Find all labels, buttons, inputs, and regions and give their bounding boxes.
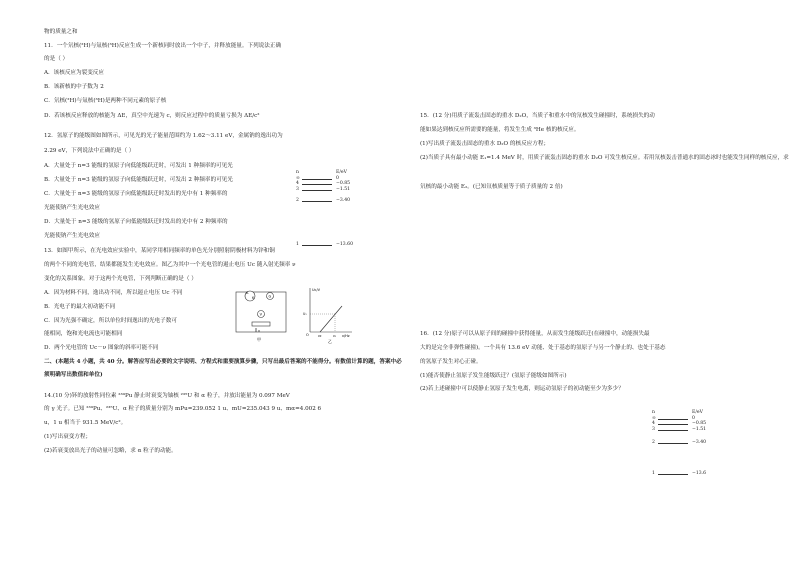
energy-level-diagram-q12 (296, 170, 366, 250)
level-line (302, 179, 332, 180)
level-line (302, 245, 332, 246)
text-line: 大的是完全非弹性碰撞)。一个具有 13.6 eV 动能、处于基态的氢原子与另一个静止的、也处于基态 (420, 345, 666, 351)
section-heading: 须明确写出数值和单位) (44, 372, 103, 378)
text-line: A．该核反应为裂变反应 (44, 70, 104, 76)
text-line: 的 γ 光子。已知 ²³⁹Pu、²³⁵U、α 粒子的质量分别为 mPu=239.052 1 u、mU=235.043 9 u、mα=4.002 6 (44, 406, 322, 412)
text-line: u，1 u 相当于 931.5 MeV/c²。 (44, 420, 127, 426)
level-energy: −0.85 (692, 421, 707, 426)
y-axis-label: Uc/V (312, 288, 321, 292)
text-line: 光能使钠产生光电效应 (44, 233, 100, 239)
x-axis-label: ν/Hz (342, 334, 350, 338)
level-line (658, 430, 688, 431)
level-n: 3 (296, 187, 299, 192)
level-line (658, 443, 688, 444)
text-line: (2)若上述碰撞中可以使静止氢原子发生电离，则运动氢原子的初动能至少为多少？ (420, 386, 624, 392)
text-line: A．因为材料不同，逸出功不同，所以遏止电压 Uc 不同 (44, 290, 183, 296)
level-energy: −3.40 (336, 198, 351, 203)
level-energy: −3.40 (692, 440, 707, 445)
text-line: 变化的关系图象。对于这两个光电管，下列判断正确的是（ ） (44, 276, 197, 282)
level-energy: −13.6 (692, 471, 707, 476)
text-line: 氘核的最小动能 E₂。(已知氘核质量等于质子质量的 2 倍) (420, 184, 563, 190)
level-n: 4 (652, 421, 655, 426)
level-n: 1 (296, 242, 299, 247)
level-energy: −1.51 (336, 187, 351, 192)
text-line: B．该新核的中子数为 2 (44, 84, 104, 90)
level-line (302, 190, 332, 191)
level-energy: 0 (692, 416, 695, 421)
text-line: (1)写出质子流轰击固态的重水 D₂O 的核反应方程； (420, 141, 550, 147)
axis-label-n: n (296, 170, 299, 175)
text-line: 16．(12 分)原子可以从原子间的碰撞中获得能量，从而发生能级跃迁(在碰撞中，动能损失最 (420, 331, 650, 337)
text-line: (2)若衰变放出光子的动量可忽略，求 α 粒子的动能。 (44, 448, 177, 454)
text-line: B．大量处于 n=3 能级的氢原子向低能级跃迁时，可发出 2 种频率的可见光 (44, 177, 233, 183)
nu1-label: ν₁ (333, 334, 337, 338)
text-line: (1)能否使静止氢原子发生能级跃迁？(氢原子能级如图所示) (420, 373, 567, 379)
cathode-label: K (252, 296, 255, 300)
level-n: 1 (652, 471, 655, 476)
section-heading: 二、(本题共 4 小题，共 40 分。解答应写出必要的文字说明、方程式和重要演算步骤，只写出最后答案的不能得分。有数值计算的题，答案中必 (44, 359, 402, 365)
text-line: 的两个不同的光电管，结果都能发生光电效应。图乙为其中一个光电管的遏止电压 Uc 随入射光频率 ν (44, 262, 296, 268)
text-line: A．大量处于 n=3 能级的氢原子向低能级跃迁时，可发出 1 种频率的可见光 (44, 163, 233, 169)
level-line (302, 201, 332, 202)
text-line: 15．(12 分)用质子流轰击固态的重水 D₂O，当质子和重水中的氘核发生碰撞时，系统损失的动 (420, 113, 655, 119)
text-line: C．因为光强不确定，所以单位时间逸出的光电子数可 (44, 318, 177, 324)
text-line: D．大量处于 n=3 能级的氢原子向低能级跃迁时发出的光中有 2 种频率的 (44, 219, 228, 225)
text-line: 13．如图甲所示，在光电效应实验中，某同学用相同频率的单色光分别照射阴极材料为锌和铜 (44, 248, 275, 254)
text-line: (1)写出衰变方程； (44, 434, 92, 440)
text-line: 12．氢原子的能级图如图所示，可见光的光子能量范围约为 1.62～3.11 eV，金属钠的逸出功为 (44, 133, 283, 139)
figure-caption: 甲 (257, 337, 261, 342)
level-n: 2 (296, 198, 299, 203)
level-n: 2 (652, 440, 655, 445)
level-n: ∞ (296, 176, 300, 181)
text-line: 2.29 eV，下列说法中正确的是（ ） (44, 148, 135, 154)
text-line: (2)当质子具有最小动能 E₁=1.4 MeV 时，用质子流轰击固态的重水 D₂O 可发生核反应。若用氘核轰击普通水的固态冰时也能发生同样的核反应，求 (420, 155, 789, 161)
figure-caption: 乙 (328, 339, 332, 344)
photoelectric-circuit-figure (232, 286, 292, 344)
text-line: C．氘核(²H)与氚核(³H)是两种不同元素的原子核 (44, 98, 167, 104)
text-line: 能如果达到核反应所需要的能量，将发生生成 ³He 核的核反应。 (420, 127, 580, 133)
level-n: 4 (296, 181, 299, 186)
level-n: ∞ (652, 416, 656, 421)
level-energy: −1.51 (692, 427, 707, 432)
text-line: D．若该核反应释放的核能为 ΔE，真空中光速为 c，则反应过程中的质量亏损为 ΔE/c² (44, 113, 260, 119)
axis-label-energy: E/eV (692, 410, 703, 415)
uc-line (320, 306, 342, 332)
energy-level-diagram-q16 (652, 410, 722, 480)
level-n: 3 (652, 427, 655, 432)
level-line (658, 419, 688, 420)
text-line: 11．一个氘核(²H)与氚核(³H)反应生成一个新核同时放出一个中子，并释放能量。下列说法正确 (44, 43, 282, 49)
text-line: 物的质量之和 (44, 29, 78, 35)
u1-label: U₁ (303, 312, 307, 316)
cutoff-frequency-label: νc (318, 334, 322, 338)
level-line (658, 474, 688, 475)
anode-label: A (246, 291, 249, 295)
stopping-voltage-graph (302, 284, 354, 344)
level-line (658, 424, 688, 425)
text-line: D．两个光电管的 Uc－ν 图象的斜率可能不同 (44, 345, 159, 351)
voltmeter-label: V (259, 312, 263, 317)
galvanometer-label: G (268, 294, 272, 299)
origin-label: O (306, 333, 309, 337)
text-line: 光能使钠产生光电效应 (44, 205, 100, 211)
text-line: 14.(10 分)钚的放射性同位素 ²³⁹Pu 静止时衰变为铀核 ²³⁵U 和 α 粒子，并放出能量为 0.097 MeV (44, 393, 290, 399)
text-line: 能相同，饱和光电流也可能相同 (44, 331, 123, 337)
text-line: 的是（ ） (44, 56, 69, 62)
level-energy: 0 (336, 176, 339, 181)
text-line: B．光电子的最大初动能不同 (44, 304, 116, 310)
level-line (302, 184, 332, 185)
level-energy: −0.85 (336, 181, 351, 186)
rheostat (252, 322, 270, 326)
text-line: C．大量处于 n=3 能级的氢原子向低能级跃迁时发出的光中有 1 种频率的 (44, 191, 228, 197)
text-line: 的氢原子发生对心正碰。 (420, 359, 482, 365)
axis-label-energy: E/eV (336, 170, 347, 175)
level-energy: −13.60 (336, 242, 354, 247)
axis-label-n: n (652, 410, 655, 415)
